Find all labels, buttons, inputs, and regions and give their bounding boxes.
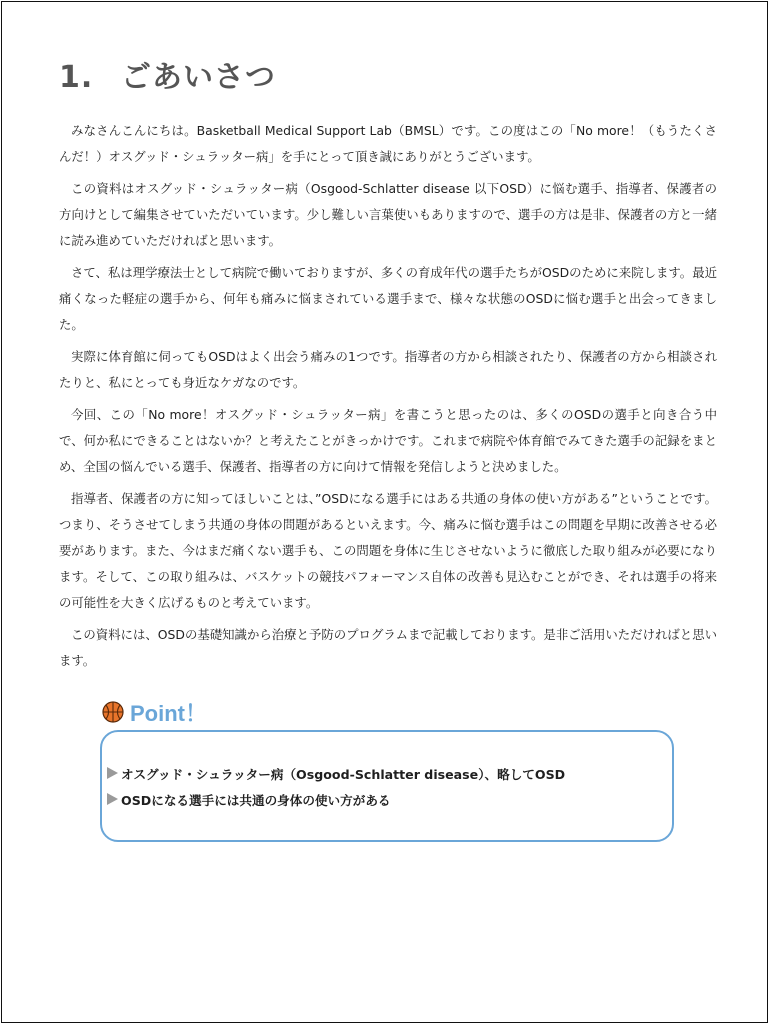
section-heading bbox=[59, 52, 276, 96]
paragraph-key-message: 指導者、保護者の方に知ってほしいことは、”OSDになる選手にはある共通の身体の使い方がある”ということです。つまり、そうさせてしまう共通の身体の問題があるといえます。今、痛みに悩む選手はこの問題を早期に改善させる必要があります。また、今はまだ痛くない選手も、この問題を身体に生じさせないように徹底した取り組みが必要になります。そして、この取り組みは、バスケットの競技パフォーマンス自体の改善も見込むことができ、それは選手の将来の可能性を大きく広げるものと考えています。 bbox=[59, 491, 717, 610]
paragraph-background: さて、私は理学療法士として病院で働いておりますが、多くの育成年代の選手たちがOSDのために来院します。最近痛くなった軽症の選手から、何年も痛みに悩まされている選手まで、様々な状態のOSDに悩む選手と出会ってきました。 bbox=[59, 265, 717, 332]
point-item-text: オスグッド・シュラッター病（Osgood-Schlatter disease）、略してOSD bbox=[121, 766, 566, 782]
point-item bbox=[107, 786, 565, 812]
paragraph-closing: この資料には、OSDの基礎知識から治療と予防のプログラムまで記載しております。是非ご活用いただければと思います。 bbox=[59, 627, 717, 668]
point-item-text: OSDになる選手には共通の身体の使い方がある bbox=[121, 792, 391, 808]
point-box bbox=[100, 730, 674, 842]
triangle-right-icon bbox=[107, 767, 118, 779]
paragraph-motivation: 今回、この「No more！オスグッド・シュラッター病」を書こうと思ったのは、多くのOSDの選手と向き合う中で、何か私にできることはないか？と考えたことがきっかけです。これまで病院や体育館でみてきた選手の記録をまとめ、全国の悩んでいる選手、保護者、指導者の方に向けて情報を発信しようと決めました。 bbox=[59, 407, 717, 474]
basketball-icon bbox=[102, 701, 124, 723]
point-heading bbox=[102, 696, 207, 728]
document-page bbox=[1, 1, 768, 1023]
intro-body bbox=[59, 118, 717, 680]
paragraph-common-injury: 実際に体育館に伺ってもOSDはよく出会う痛みの1つです。指導者の方から相談されたり、保護者の方から相談されたりと、私にとっても身近なケガなのです。 bbox=[59, 349, 717, 390]
section-number: 1. bbox=[59, 60, 94, 95]
point-list bbox=[107, 760, 565, 812]
paragraph-greeting: みなさんこんにちは。Basketball Medical Support Lab（BMSL）です。この度はこの「No more！（もうたくさんだ！）オスグッド・シュラッター病」を手にとって頂き誠にありがとうございます。 bbox=[59, 123, 717, 164]
paragraph-audience: この資料はオスグッド・シュラッター病（Osgood-Schlatter disease 以下OSD）に悩む選手、指導者、保護者の方向けとして編集させていただいています。少し難しい言葉使いもありますので、選手の方は是非、保護者の方と一緒に読み進めていただければと思います。 bbox=[59, 181, 717, 248]
point-label: Point！ bbox=[130, 700, 207, 726]
triangle-right-icon bbox=[107, 793, 118, 805]
point-item bbox=[107, 760, 565, 786]
section-title: ごあいさつ bbox=[121, 60, 276, 95]
